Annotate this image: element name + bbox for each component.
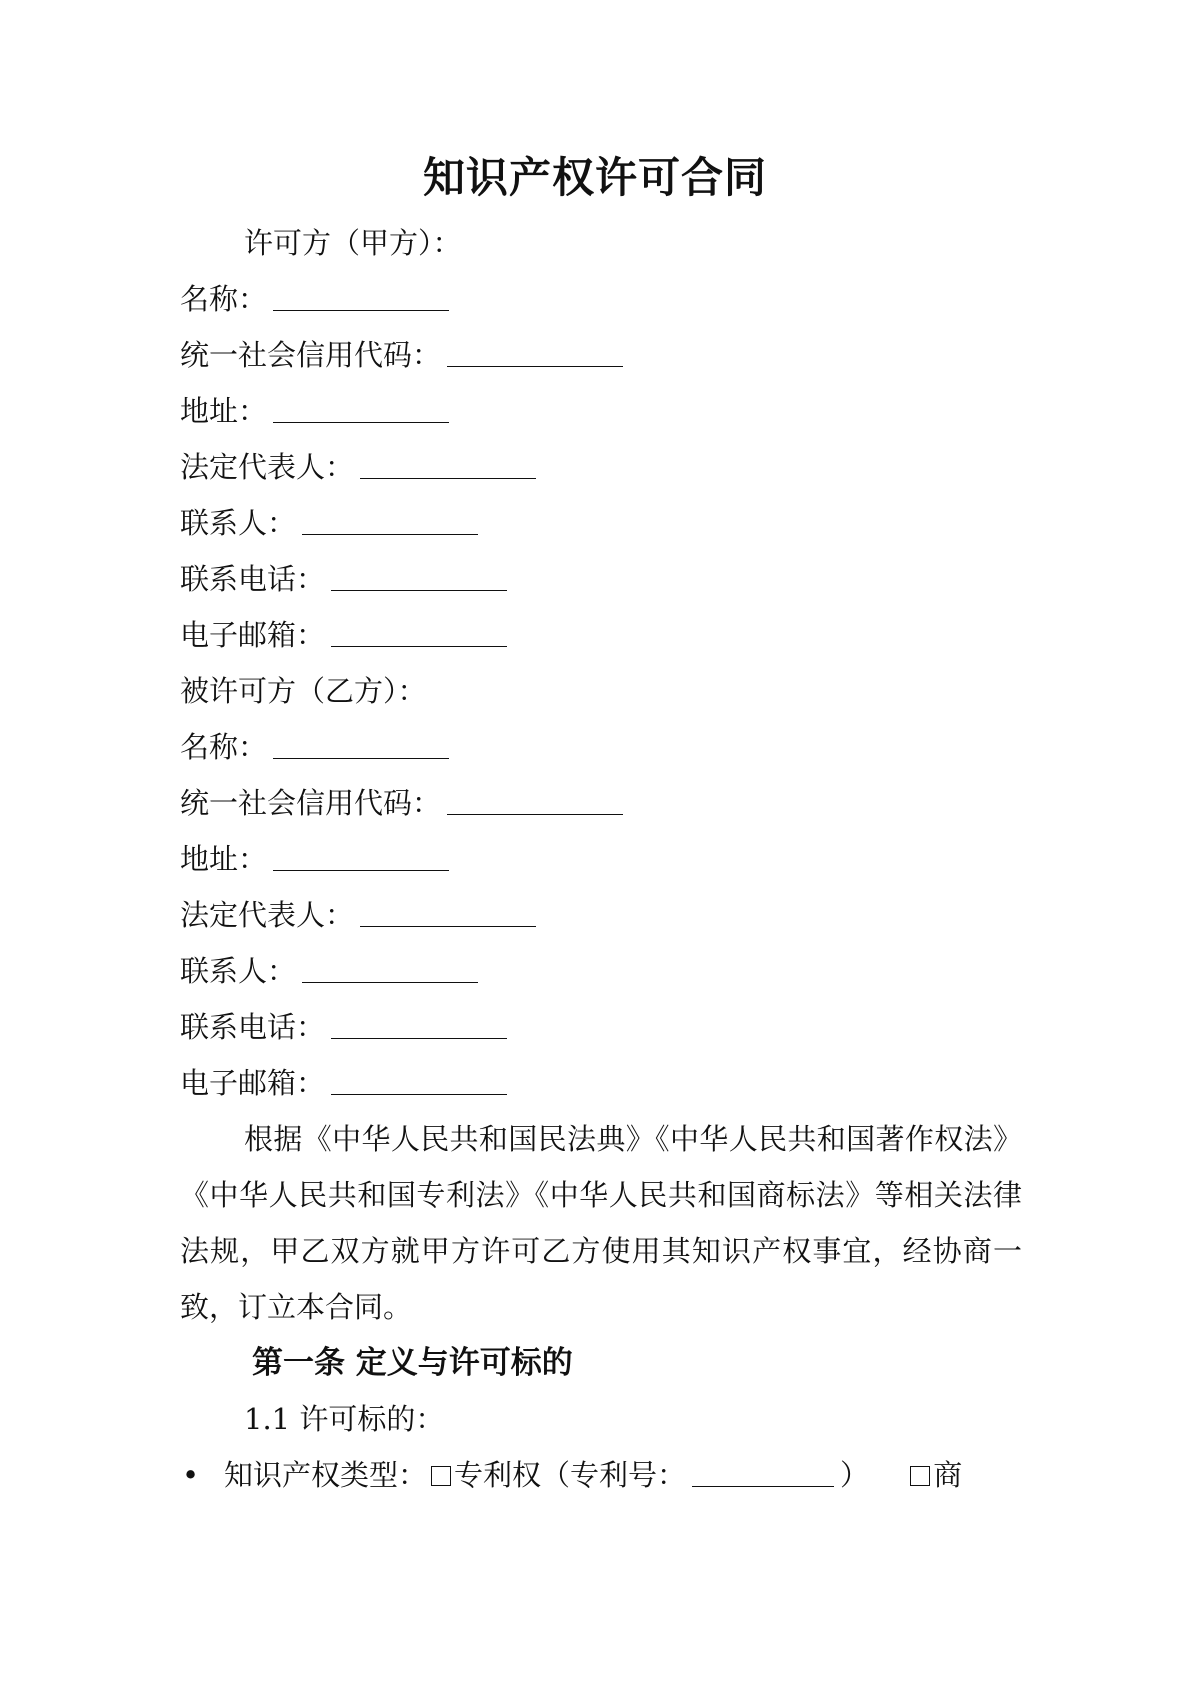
field-label: 联系电话：	[180, 1010, 326, 1044]
field-label: 地址：	[180, 842, 268, 876]
licensor-phone-field	[180, 551, 1022, 607]
licensor-contact-field	[180, 495, 1022, 551]
field-label: 法定代表人：	[180, 450, 355, 484]
trademark-option-label: 商	[933, 1458, 963, 1492]
blank-line[interactable]	[331, 1008, 507, 1039]
patent-checkbox[interactable]	[431, 1466, 451, 1486]
ip-type-label: 知识产权类型：	[224, 1458, 428, 1492]
field-label: 联系人：	[180, 506, 297, 540]
blank-line[interactable]	[302, 504, 478, 535]
clause-1-1: 1.1 许可标的：	[244, 1402, 445, 1436]
article-1-heading: 第一条 定义与许可标的	[252, 1345, 573, 1381]
blank-line[interactable]	[273, 840, 449, 871]
document-body	[180, 215, 1022, 1503]
patent-option-close: ）	[840, 1458, 870, 1492]
licensor-address-field	[180, 383, 1022, 439]
licensor-legal-rep-field	[180, 439, 1022, 495]
licensee-heading: 被许可方（乙方）：	[180, 674, 427, 708]
blank-line[interactable]	[273, 728, 449, 759]
field-label: 联系人：	[180, 954, 297, 988]
licensor-email-field	[180, 607, 1022, 663]
licensee-address-field	[180, 831, 1022, 887]
blank-line[interactable]	[331, 1064, 507, 1095]
licensee-legal-rep-field	[180, 887, 1022, 943]
field-label: 电子邮箱：	[180, 1066, 326, 1100]
field-label: 电子邮箱：	[180, 618, 326, 652]
field-label: 名称：	[180, 282, 268, 316]
licensor-heading: 许可方（甲方）：	[244, 226, 462, 260]
preamble-paragraph: 根据《中华人民共和国民法典》《中华人民共和国著作权法》《中华人民共和国专利法》《中华人民共和国商标法》等相关法律法规，甲乙双方就甲方许可乙方使用其知识产权事宜，经协商一致，订立本合同。	[180, 1122, 1022, 1324]
blank-line[interactable]	[273, 392, 449, 423]
blank-line[interactable]	[331, 560, 507, 591]
bullet-dot-icon: •	[182, 1458, 200, 1492]
licensee-contact-field	[180, 943, 1022, 999]
licensee-phone-field	[180, 999, 1022, 1055]
trademark-checkbox[interactable]	[910, 1466, 930, 1486]
licensor-credit-code-field	[180, 327, 1022, 383]
blank-line[interactable]	[360, 896, 536, 927]
field-label: 统一社会信用代码：	[180, 786, 442, 820]
blank-line[interactable]	[447, 336, 623, 367]
field-label: 名称：	[180, 730, 268, 764]
document-title: 知识产权许可合同	[422, 153, 767, 202]
blank-line[interactable]	[302, 952, 478, 983]
blank-line[interactable]	[273, 280, 449, 311]
field-label: 法定代表人：	[180, 898, 355, 932]
blank-line[interactable]	[447, 784, 623, 815]
ip-type-bullet	[180, 1447, 1022, 1503]
field-label: 联系电话：	[180, 562, 326, 596]
blank-line[interactable]	[360, 448, 536, 479]
field-label: 地址：	[180, 394, 268, 428]
patent-number-blank[interactable]	[692, 1456, 834, 1487]
licensee-name-field	[180, 719, 1022, 775]
licensee-email-field	[180, 1055, 1022, 1111]
licensee-credit-code-field	[180, 775, 1022, 831]
field-label: 统一社会信用代码：	[180, 338, 442, 372]
patent-option-label: 专利权（专利号：	[454, 1458, 687, 1492]
licensor-name-field	[180, 271, 1022, 327]
blank-line[interactable]	[331, 616, 507, 647]
